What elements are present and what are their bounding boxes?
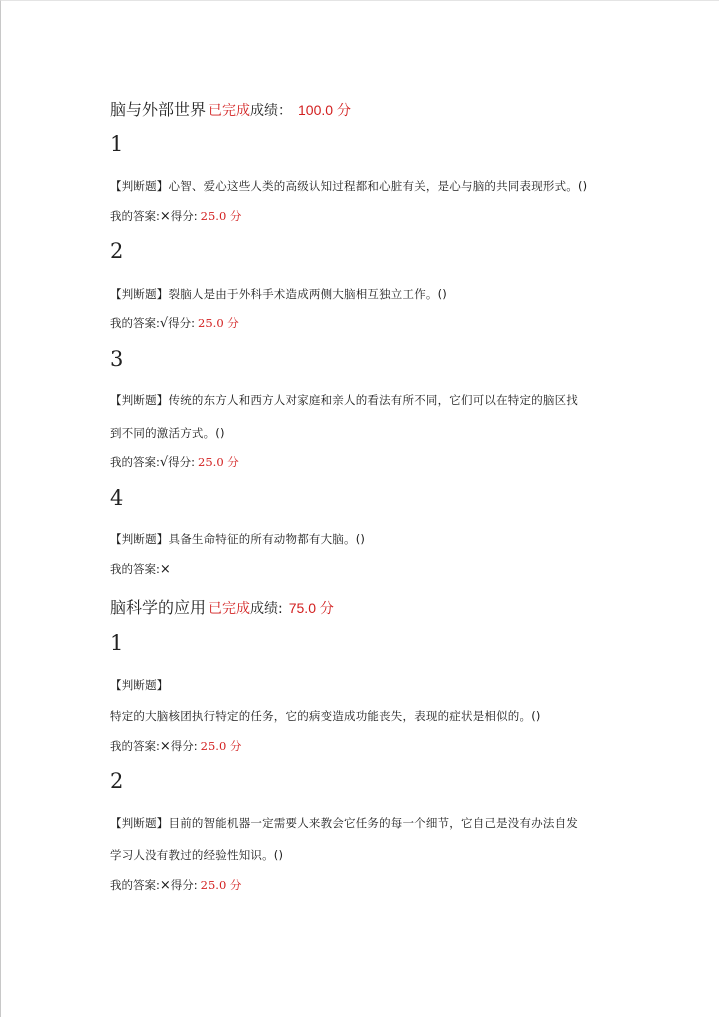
question-number: 1 <box>110 132 124 156</box>
answer-mark: × <box>159 209 171 224</box>
question-number: 2 <box>110 769 124 793</box>
question-number: 1 <box>110 631 124 655</box>
status-label: 已完成 <box>208 103 251 119</box>
question-number: 3 <box>110 347 124 371</box>
answer-line <box>110 877 241 893</box>
answer-line <box>110 315 239 331</box>
answer-label: 我的答案: <box>110 316 160 330</box>
question-text: 【判断题】心智、爱心这些人类的高级认知过程都和心脏有关，是心与脑的共同表现形式。() <box>110 179 588 193</box>
question-text: 【判断题】具备生命特征的所有动物都有大脑。() <box>110 532 366 546</box>
section-title <box>110 97 351 120</box>
answer-line <box>110 208 241 224</box>
question-text: 【判断题】目前的智能机器一定需要人来教会它任务的每一个细节，它自己是没有办法自发 <box>110 816 578 830</box>
points-label: 得分: <box>170 739 198 753</box>
section-score: 75.0 分 <box>288 600 334 616</box>
section-name: 脑科学的应用 <box>110 598 207 617</box>
section-score: 100.0 分 <box>298 102 351 118</box>
answer-label: 我的答案: <box>110 739 160 753</box>
section-name: 脑与外部世界 <box>110 100 207 119</box>
question-text: 【判断题】裂脑人是由于外科手术造成两侧大脑相互独立工作。() <box>110 287 447 301</box>
grade-label: 成绩： <box>250 103 293 119</box>
answer-label: 我的答案: <box>110 878 160 892</box>
answer-mark: × <box>159 562 171 577</box>
points-label: 得分: <box>170 209 198 223</box>
question-text: 【判断题】传统的东方人和西方人对家庭和亲人的看法有所不同，它们可以在特定的脑区找 <box>110 393 578 407</box>
answer-label: 我的答案: <box>110 209 160 223</box>
points-label: 得分: <box>168 455 196 469</box>
answer-label: 我的答案: <box>110 562 160 576</box>
points-value: 25.0 分 <box>200 209 242 223</box>
answer-line <box>110 738 241 754</box>
answer-mark: √ <box>159 316 169 331</box>
points-value: 25.0 分 <box>200 878 242 892</box>
answer-line <box>110 454 239 470</box>
answer-mark: × <box>159 739 171 754</box>
points-label: 得分: <box>170 878 198 892</box>
grade-label: 成绩: <box>250 601 283 617</box>
answer-line <box>110 561 171 577</box>
question-text-continued: 到不同的激活方式。() <box>110 426 225 440</box>
answer-mark: × <box>159 878 171 893</box>
points-label: 得分: <box>168 316 196 330</box>
question-number: 2 <box>110 239 124 263</box>
status-label: 已完成 <box>208 601 251 617</box>
question-text-continued: 学习人没有教过的经验性知识。() <box>110 848 284 862</box>
section-title <box>110 595 334 618</box>
answer-label: 我的答案: <box>110 455 160 469</box>
question-text: 【判断题】 <box>110 678 169 692</box>
question-text-continued: 特定的大脑核团执行特定的任务，它的病变造成功能丧失，表现的症状是相似的。() <box>110 709 541 723</box>
points-value: 25.0 分 <box>200 739 242 753</box>
answer-mark: √ <box>159 455 169 470</box>
points-value: 25.0 分 <box>198 455 239 469</box>
points-value: 25.0 分 <box>198 316 239 330</box>
question-number: 4 <box>110 486 124 510</box>
